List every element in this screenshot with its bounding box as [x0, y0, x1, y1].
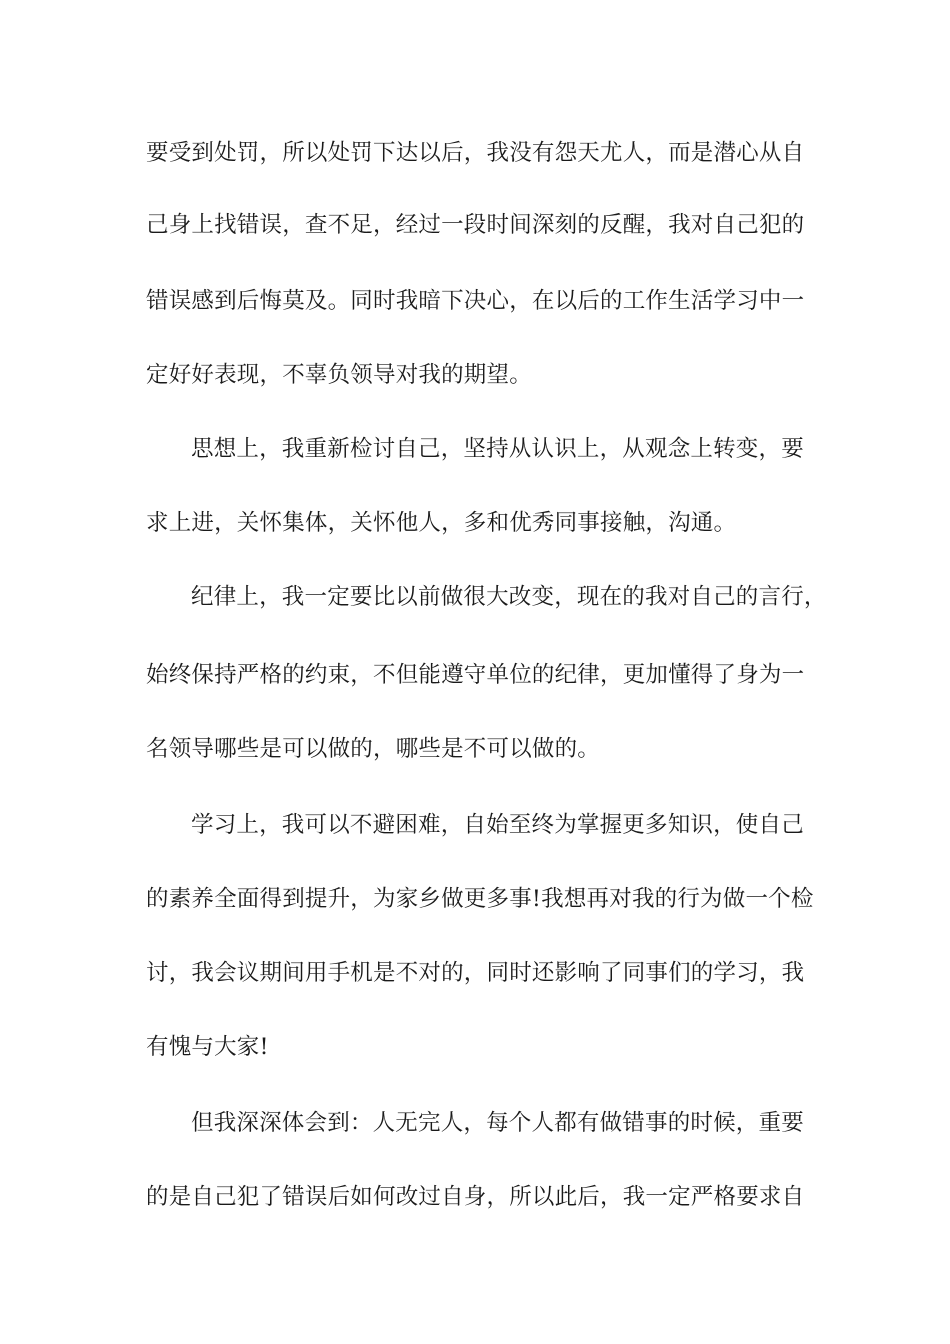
text-line: 错误感到后悔莫及。同时我暗下决心，在以后的工作生活学习中一: [146, 288, 805, 314]
text-line: 己身上找错误，查不足，经过一段时间深刻的反醒，我对自己犯的: [146, 212, 805, 238]
text-line: 要受到处罚，所以处罚下达以后，我没有怨天尤人，而是潜心从自: [146, 140, 805, 166]
paragraph-start-line: 思想上，我重新检讨自己，坚持从认识上，从观念上转变，要: [191, 436, 804, 462]
text-line: 名领导哪些是可以做的，哪些是不可以做的。: [146, 736, 601, 762]
text-line: 始终保持严格的约束，不但能遵守单位的纪律，更加懂得了身为一: [146, 662, 805, 688]
text-line: 的是自己犯了错误后如何改过自身，所以此后，我一定严格要求自: [146, 1184, 805, 1210]
text-line: 的素养全面得到提升，为家乡做更多事!我想再对我的行为做一个检: [146, 886, 814, 912]
text-line: 讨，我会议期间用手机是不对的，同时还影响了同事们的学习，我: [146, 960, 805, 986]
text-line: 有愧与大家!: [146, 1034, 269, 1060]
paragraph-start-line: 纪律上，我一定要比以前做很大改变，现在的我对自己的言行，: [191, 584, 827, 610]
paragraph-start-line: 学习上，我可以不避困难，自始至终为掌握更多知识，使自己: [191, 812, 804, 838]
text-line: 定好好表现，不辜负领导对我的期望。: [146, 362, 532, 388]
text-line: 求上进，关怀集体，关怀他人，多和优秀同事接触，沟通。: [146, 510, 737, 536]
paragraph-start-line: 但我深深体会到：人无完人，每个人都有做错事的时候，重要: [191, 1110, 804, 1136]
